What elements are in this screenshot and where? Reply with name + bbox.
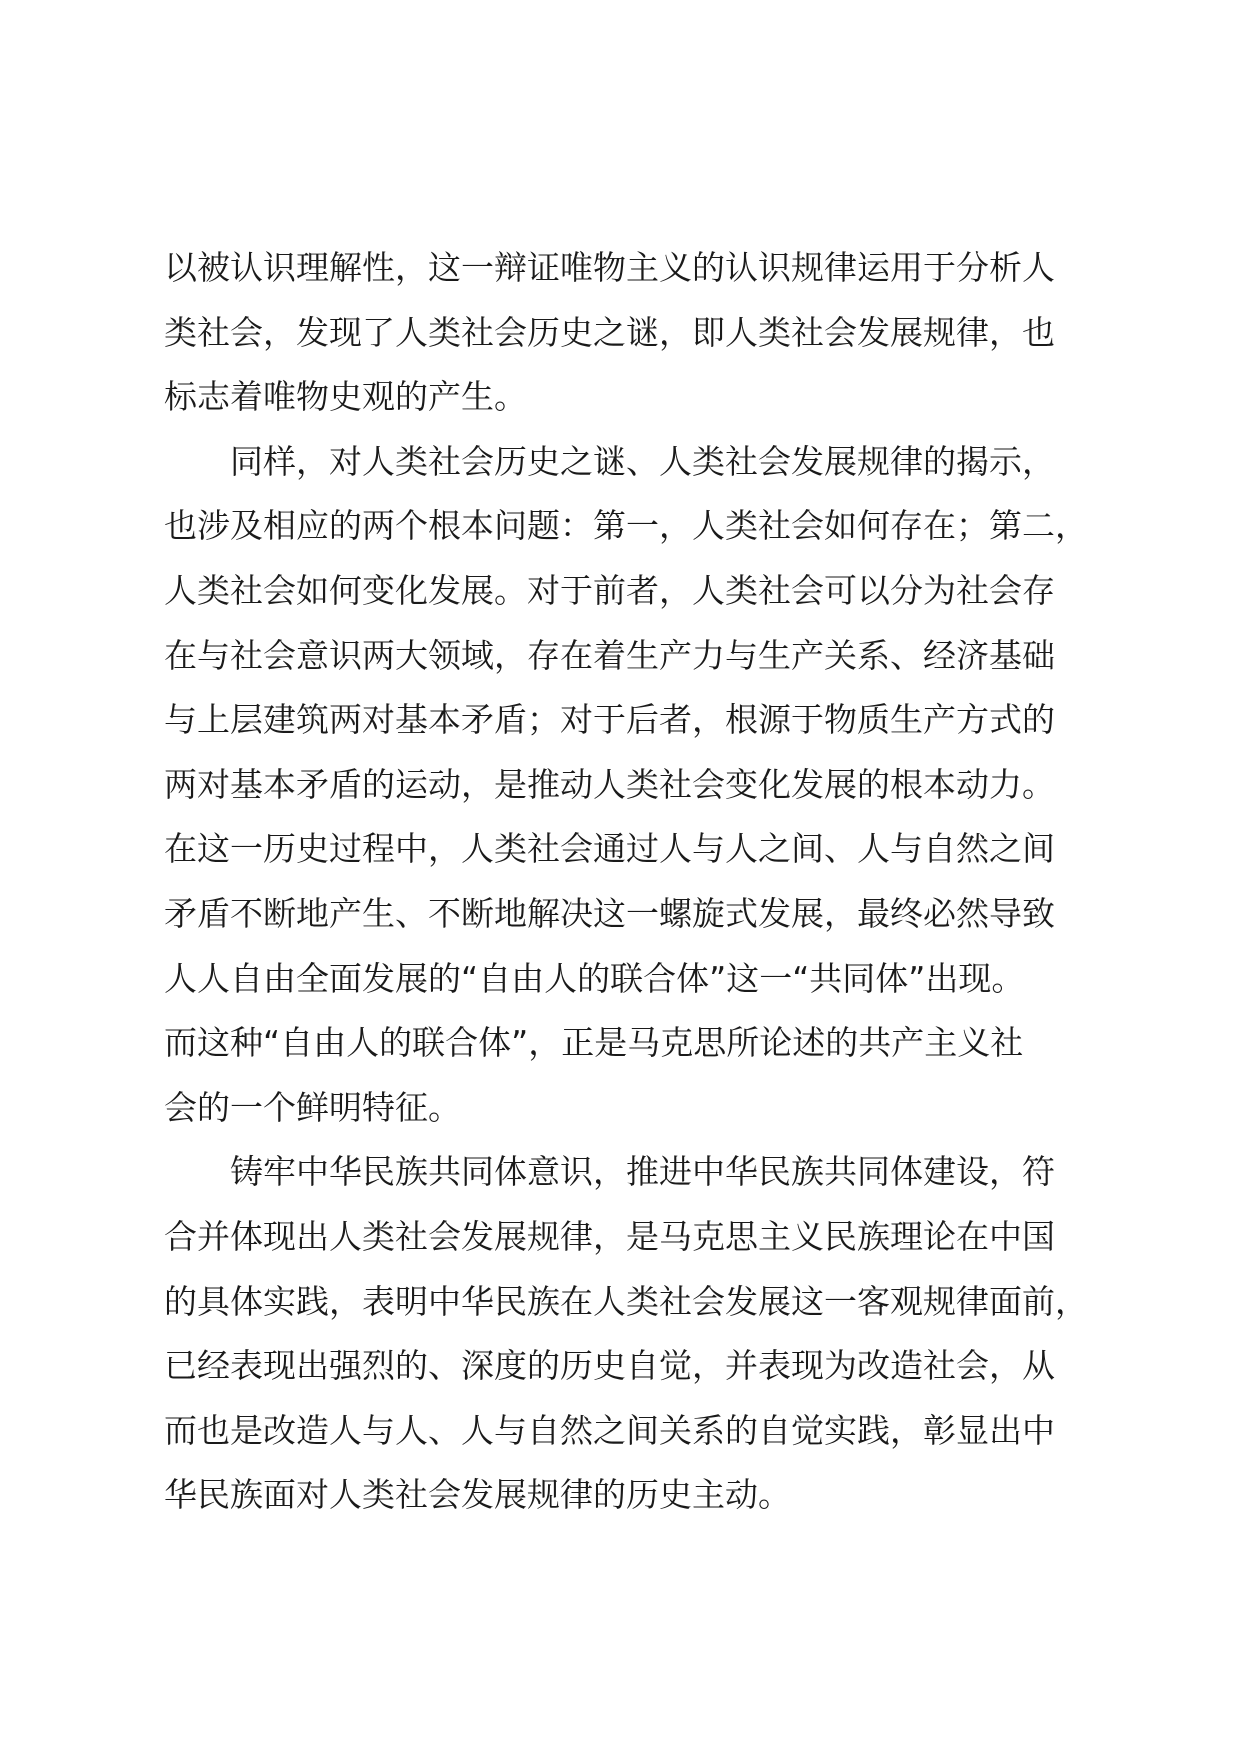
text-line: 也涉及相应的两个根本问题：第一，人类社会如何存在；第二， [164,506,1088,546]
text-line: 类社会，发现了人类社会历史之谜，即人类社会发展规律，也 [164,312,1055,352]
text-line: 已经表现出强烈的、深度的历史自觉，并表现为改造社会，从 [164,1346,1055,1386]
text-line: 会的一个鲜明特征。 [164,1087,461,1127]
body-text [164,236,1104,1528]
text-line: 以被认识理解性，这一辩证唯物主义的认识规律运用于分析人 [164,248,1055,287]
text-line: 而也是改造人与人、人与自然之间关系的自觉实践，彰显出中 [164,1410,1055,1450]
text-line: 与上层建筑两对基本矛盾；对于后者，根源于物质生产方式的 [164,700,1055,740]
paragraph-first-line: 同样，对人类社会历史之谜、人类社会发展规律的揭示， [230,441,1055,481]
text-line: 矛盾不断地产生、不断地解决这一螺旋式发展，最终必然导致 [164,893,1055,933]
text-line: 两对基本矛盾的运动，是推动人类社会变化发展的根本动力。 [164,764,1055,804]
text-line: 而这种“自由人的联合体”，正是马克思所论述的共产主义社 [164,1023,1024,1063]
text-line: 在这一历史过程中，人类社会通过人与人之间、人与自然之间 [164,829,1055,869]
text-line: 人人自由全面发展的“自由人的联合体”这一“共同体”出现。 [164,958,1025,998]
text-line: 的具体实践，表明中华民族在人类社会发展这一客观规律面前， [164,1281,1088,1321]
text-line: 合并体现出人类社会发展规律，是马克思主义民族理论在中国 [164,1216,1055,1256]
paragraph-first-line: 铸牢中华民族共同体意识，推进中华民族共同体建设，符 [230,1152,1055,1192]
text-line: 人类社会如何变化发展。对于前者，人类社会可以分为社会存 [164,570,1055,610]
text-line: 在与社会意识两大领域，存在着生产力与生产关系、经济基础 [164,635,1055,675]
text-line: 华民族面对人类社会发展规律的历史主动。 [164,1475,791,1515]
text-line: 标志着唯物史观的产生。 [164,377,527,417]
